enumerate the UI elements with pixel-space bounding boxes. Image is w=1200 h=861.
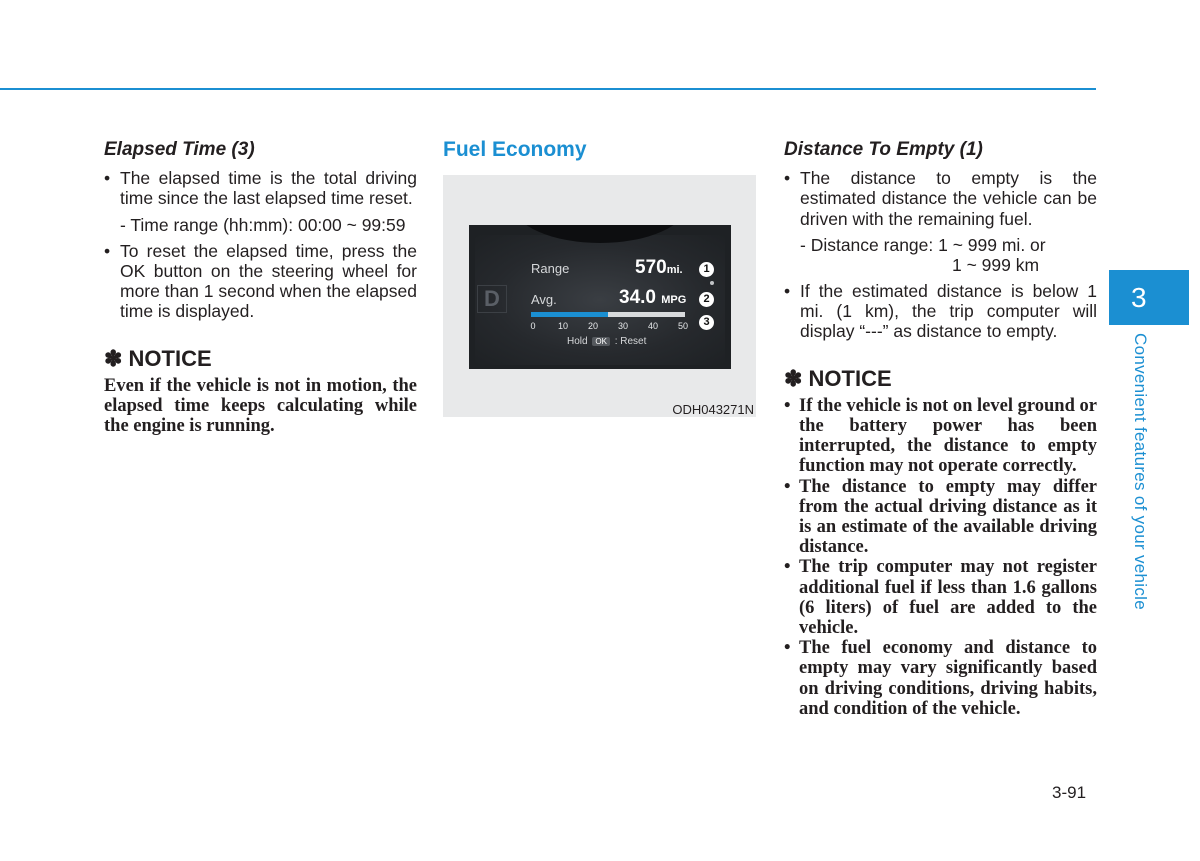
hold-suffix: : Reset <box>614 336 647 347</box>
fuel-economy-bar-fill <box>531 312 608 317</box>
range-unit: mi. <box>666 264 683 276</box>
notice-title: ✽ NOTICE <box>104 345 212 371</box>
marker-3: 3 <box>699 315 714 330</box>
marker-2: 2 <box>699 292 714 307</box>
notice-title-2: ✽ NOTICE <box>784 365 892 391</box>
range-label: Range <box>531 261 570 276</box>
range-value-wrap <box>635 257 683 279</box>
hold-prefix: Hold <box>567 336 588 347</box>
distance-to-empty-heading: Distance To Empty (1) <box>784 139 983 160</box>
time-range-line: - Time range (hh:mm): 00:00 ~ 99:59 <box>120 214 406 235</box>
page-number: 3-91 <box>1052 783 1087 802</box>
notice-item: • The distance to empty may differ from the actual driving distance as it is an estimate of the available driving distance. <box>784 477 1097 558</box>
distance-range-line-2: 1 ~ 999 km <box>952 254 1040 275</box>
notice-text: Even if the vehicle is not in motion, the elapsed time keeps calculating while the engine is running. <box>104 375 417 437</box>
distance-bullet-1: • The distance to empty is the estimated distance the vehicle can be driven with the remaining fuel. <box>784 168 1097 229</box>
notice-item: • The trip computer may not register additional fuel if less than 1.6 gallons (6 liters) of fuel are added to the vehicle. <box>784 557 1097 638</box>
avg-label: Avg. <box>531 292 557 307</box>
instrument-cluster-display <box>469 225 731 369</box>
avg-value-wrap <box>619 287 686 309</box>
top-rule <box>0 88 1096 90</box>
distance-bullet-2: • If the estimated distance is below 1 mi. (1 km), the trip computer will display “---” as distance to empty. <box>784 281 1097 342</box>
column-elapsed-time <box>104 138 417 437</box>
scale-tick: 40 <box>647 321 658 331</box>
distance-range-line-1: - Distance range: 1 ~ 999 mi. or <box>800 234 1046 255</box>
scale-tick: 30 <box>617 321 628 331</box>
scale-tick: 0 <box>530 321 536 331</box>
notice-item: • The fuel economy and distance to empty may vary significantly based on driving conditions, driving habits, and condition of the vehicle. <box>784 638 1097 719</box>
elapsed-time-bullet-2: • To reset the elapsed time, press the OK button on the steering wheel for more than 1 second when the elapsed time is displayed. <box>104 241 417 322</box>
column-fuel-economy <box>443 138 756 162</box>
scale-tick: 50 <box>677 321 688 331</box>
cluster-figure <box>443 175 756 417</box>
notice-item: • If the vehicle is not on level ground or the battery power has been interrupted, the distance to empty function may not operate correctly. <box>784 396 1097 477</box>
elapsed-time-bullet-1: • The elapsed time is the total driving time since the last elapsed time reset. <box>104 168 417 209</box>
elapsed-time-heading: Elapsed Time (3) <box>104 139 255 160</box>
gear-indicator: D <box>477 285 507 313</box>
range-value: 570 <box>635 257 667 278</box>
avg-unit: MPG <box>661 294 687 306</box>
column-distance-to-empty <box>784 138 1097 719</box>
chapter-tab: 3 <box>1109 270 1189 325</box>
fuel-economy-bar <box>531 312 685 317</box>
scale-tick: 20 <box>587 321 598 331</box>
hold-reset-hint <box>567 336 646 347</box>
avg-value: 34.0 <box>619 287 656 308</box>
chapter-side-label: Convenient features of your vehicle <box>1131 333 1150 610</box>
marker-1: 1 <box>699 262 714 277</box>
fuel-economy-heading: Fuel Economy <box>443 138 587 161</box>
scale-ticks <box>529 321 691 333</box>
marker-dot <box>710 281 714 285</box>
ok-button-icon: OK <box>592 337 610 346</box>
scale-tick: 10 <box>557 321 568 331</box>
figure-caption: ODH043271N <box>672 402 754 417</box>
